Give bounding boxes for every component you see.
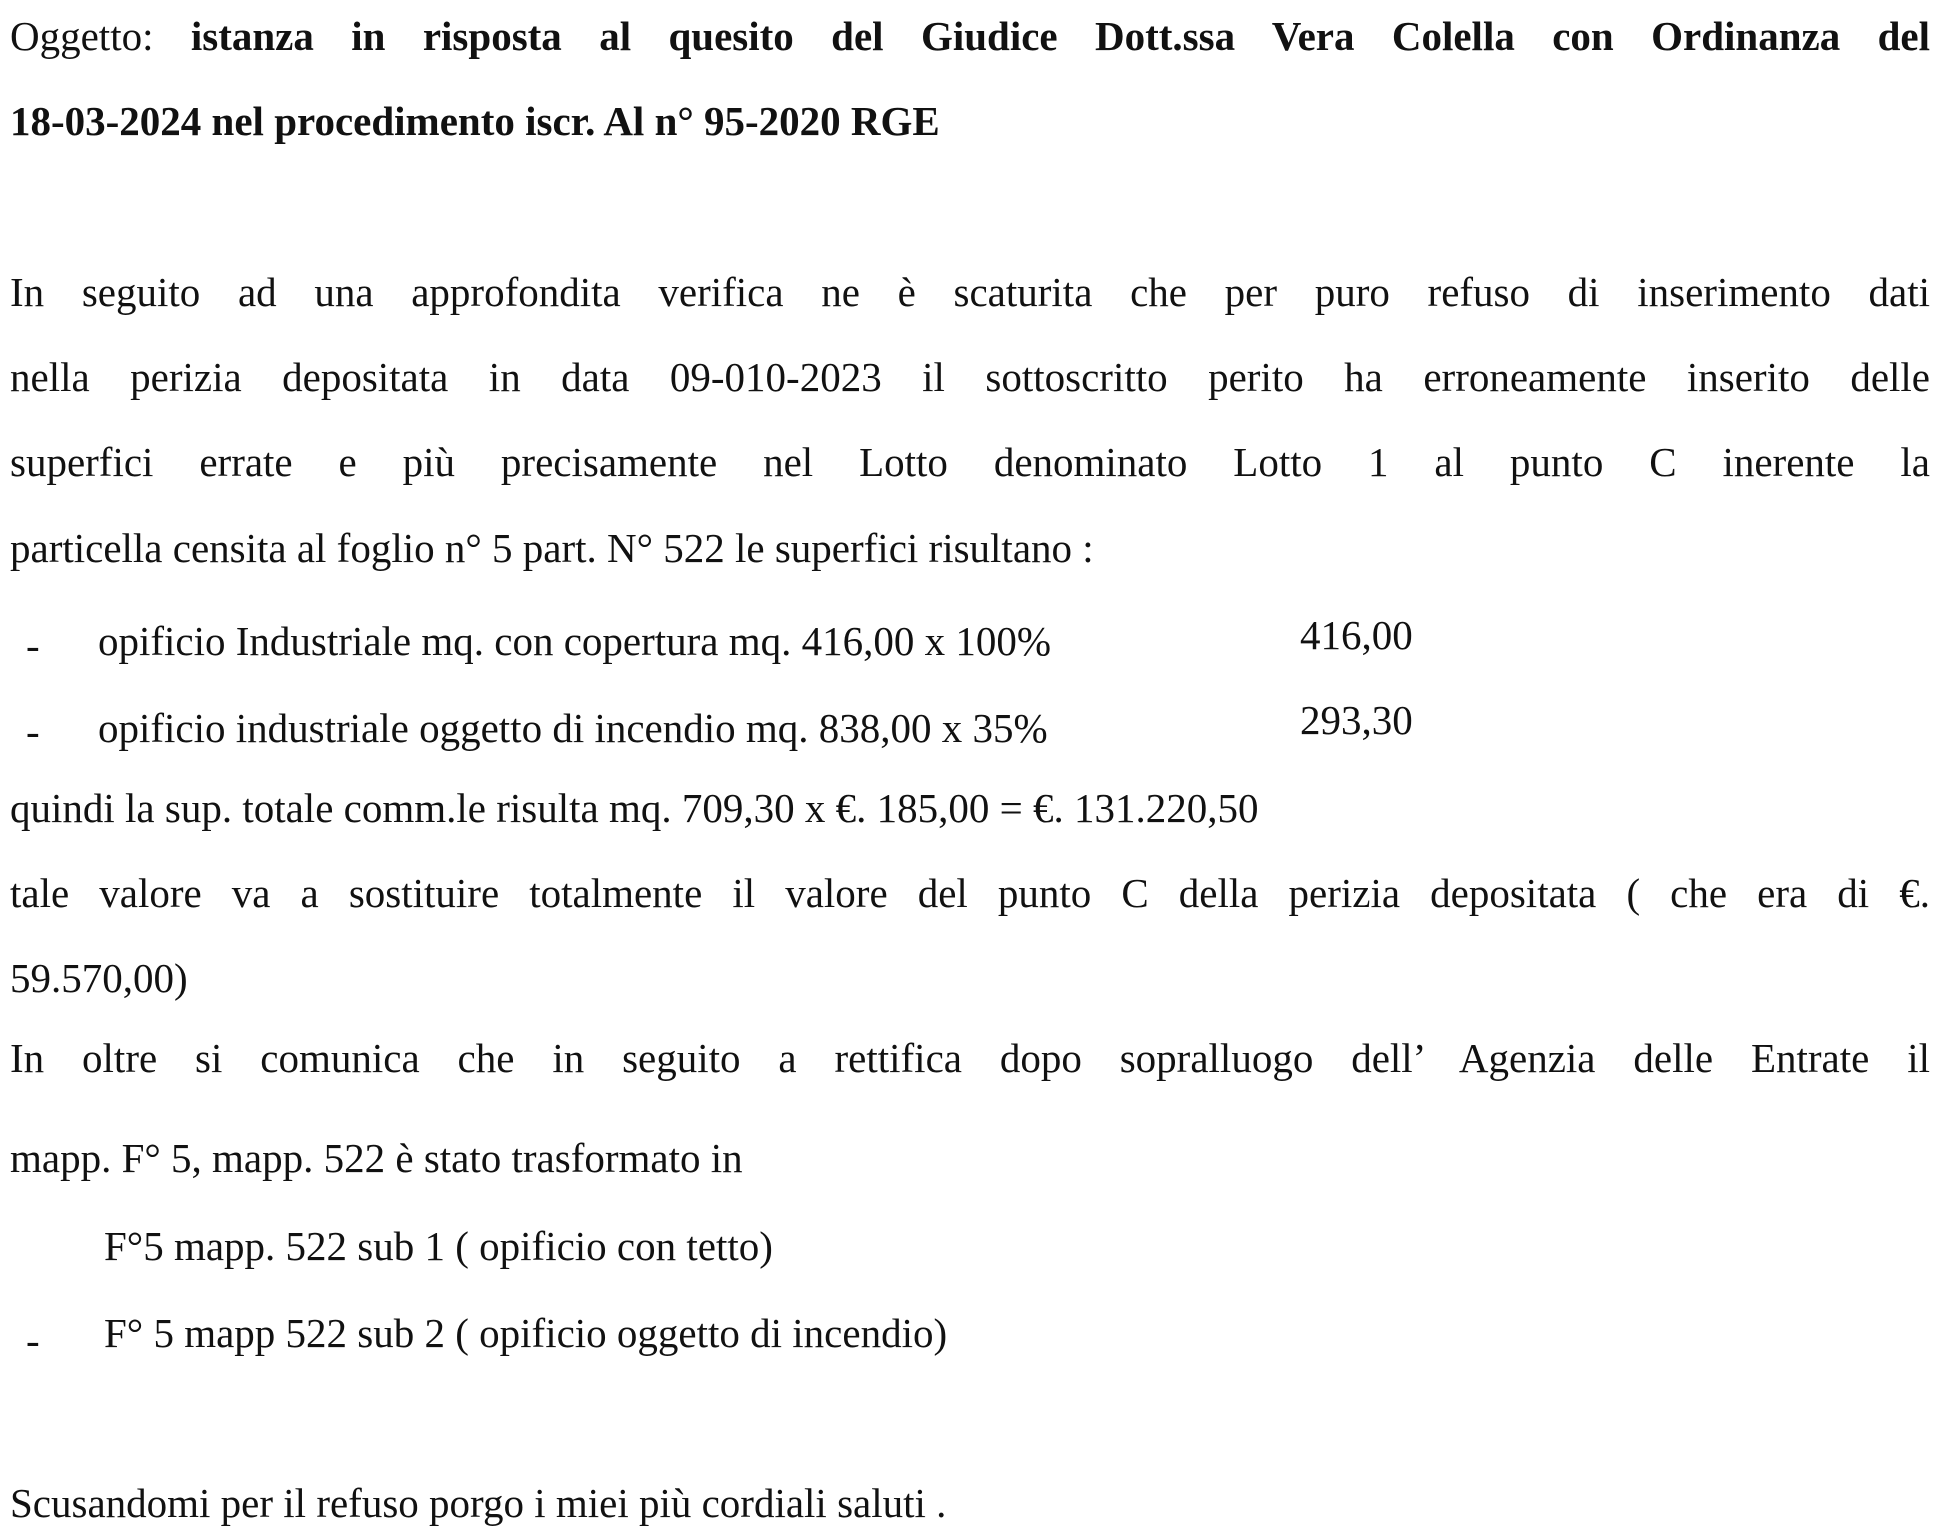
subject-label: Oggetto:: [10, 13, 154, 59]
surface-desc-2: opificio industriale oggetto di incendio mq. 838,00 x 35%: [98, 705, 1048, 751]
para1-line-3: superfici errate e più precisamente nel Lotto denominato Lotto 1 al punto C inerente la: [10, 439, 1930, 485]
para1-line-2: nella perizia depositata in data 09-010-2023 il sottoscritto perito ha erroneamente inserito delle: [10, 354, 1930, 400]
para2-line-2: mapp. F° 5, mapp. 522 è stato trasformato in: [10, 1135, 743, 1181]
subject-line-1: [10, 13, 1930, 59]
replace-line-2: 59.570,00): [10, 955, 188, 1001]
replace-line-1: tale valore va a sostituire totalmente il valore del punto C della perizia depositata ( che era di €.: [10, 870, 1930, 916]
subject-text-1: istanza in risposta al quesito del Giudice Dott.ssa Vera Colella con Ordinanza del: [190, 13, 1930, 59]
surface-value-1: 416,00: [1300, 612, 1413, 658]
para2-line-1: In oltre si comunica che in seguito a rettifica dopo sopralluogo dell’ Agenzia delle Entrate il: [10, 1035, 1930, 1081]
surface-bullet-2: -: [26, 708, 40, 754]
sub-bullet-2: -: [26, 1317, 40, 1363]
surface-desc-1: opificio Industriale mq. con copertura mq. 416,00 x 100%: [98, 618, 1052, 664]
para1-line-4: particella censita al foglio n° 5 part. N° 522 le superfici risultano :: [10, 525, 1094, 571]
sub-item-1: F°5 mapp. 522 sub 1 ( opificio con tetto): [104, 1223, 773, 1269]
subject-line-2: 18-03-2024 nel procedimento iscr. Al n° 95-2020 RGE: [10, 98, 940, 144]
sub-item-2: F° 5 mapp 522 sub 2 ( opificio oggetto di incendio): [104, 1310, 948, 1356]
surface-bullet-1: -: [26, 622, 40, 668]
closing-line: Scusandomi per il refuso porgo i miei più cordiali saluti .: [10, 1480, 947, 1526]
surface-value-2: 293,30: [1300, 697, 1413, 743]
para1-line-1: In seguito ad una approfondita verifica ne è scaturita che per puro refuso di inserimento dati: [10, 269, 1930, 315]
total-line: quindi la sup. totale comm.le risulta mq. 709,30 x €. 185,00 = €. 131.220,50: [10, 785, 1259, 831]
